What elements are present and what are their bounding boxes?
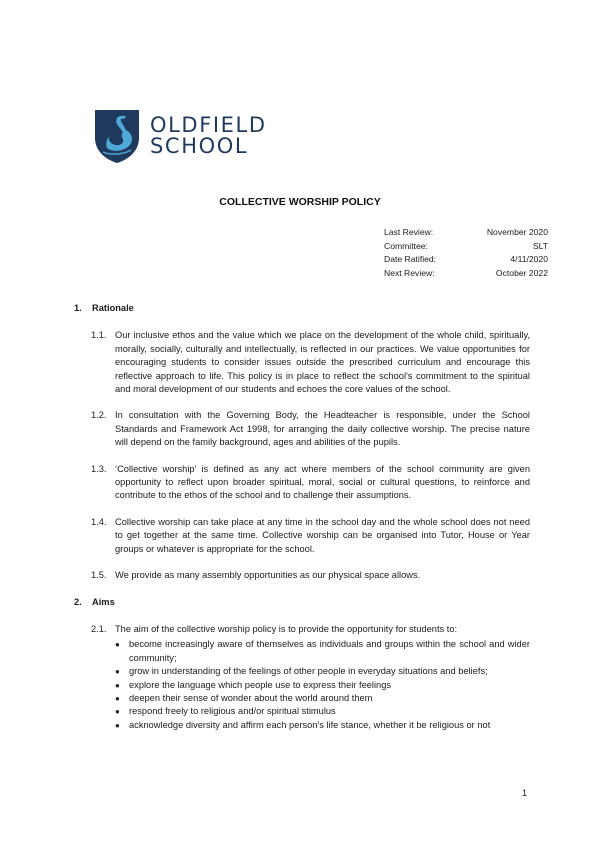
meta-label: Last Review: (384, 227, 434, 237)
clause-number: 1.3. (91, 463, 107, 474)
clause-1-5 (91, 569, 530, 582)
bullet-icon: ● (115, 707, 120, 717)
section-title: Rationale (92, 303, 134, 313)
list-item (115, 679, 530, 692)
meta-value: November 2020 (486, 227, 548, 237)
list-item (115, 638, 530, 665)
clause-number: 2.1. (91, 623, 107, 634)
page-title: COLLECTIVE WORSHIP POLICY (219, 196, 381, 208)
section-heading-rationale (74, 302, 530, 315)
clause-text: The aim of the collective worship policy is to provide the opportunity for students to: (115, 623, 458, 634)
section-title: Aims (92, 596, 115, 607)
logo-line-1: OLDFIELD (150, 113, 267, 137)
page-number: 1 (522, 788, 528, 798)
clause-number: 1.2. (91, 410, 107, 421)
bullet-text: become increasingly aware of themselves as individuals and groups within the school and wider community; (129, 639, 530, 663)
bullet-text: grow in understanding of the feelings of other people in everyday situations and beliefs; (129, 666, 488, 677)
meta-row-date-ratified (384, 253, 548, 267)
meta-label: Committee: (384, 240, 428, 251)
school-logo (93, 108, 267, 164)
list-item (115, 692, 530, 705)
list-item (115, 665, 530, 678)
aims-bullet-list (115, 638, 530, 732)
clause-text: Our inclusive ethos and the value which we place on the development of the whole child, spiritually, morally, socially, culturally and intellectually, is reflected in our practices. We value opportunities for encouraging students to consider issues outside the prescribed curriculum and encourage this reflective approach to life. This policy is in place to reflect the school's commitment to the spiritual and moral development of our students and echoes the core values of the school. (115, 330, 530, 395)
bullet-icon: ● (115, 720, 120, 730)
list-item (115, 719, 530, 732)
meta-row-last-review (384, 226, 548, 240)
policy-meta-table (384, 226, 548, 280)
meta-row-committee (384, 240, 548, 254)
meta-label: Date Ratified: (384, 254, 437, 265)
meta-value: October 2022 (495, 267, 548, 278)
bullet-text: respond freely to religious and/or spiritual stimulus (129, 706, 336, 717)
clause-text: Collective worship can take place at any time in the school day and the whole school does not need to get together at the same time. Collective worship can be organised into Tutor, House or Year groups or whatever is appropriate for the school. (115, 516, 530, 554)
clause-text: In consultation with the Governing Body, the Headteacher is responsible, under the School Standards and Framework Act 1998, for arranging the daily collective worship. The precise nature will depend on the family background, ages and abilities of the pupils. (115, 410, 530, 448)
bullet-icon: ● (115, 680, 120, 690)
bullet-icon: ● (115, 667, 120, 677)
clause-number: 1.4. (91, 516, 107, 527)
clause-1-4 (91, 516, 530, 556)
swan-crest-icon (93, 108, 141, 164)
meta-row-next-review (384, 267, 548, 281)
section-number: 1. (74, 303, 82, 313)
bullet-icon: ● (115, 693, 120, 703)
clause-text: We provide as many assembly opportunities as our physical space allows. (115, 570, 421, 581)
bullet-text: acknowledge diversity and affirm each person's life stance, whether it be religious or not (129, 719, 491, 730)
meta-label: Next Review: (384, 267, 435, 278)
bullet-icon: ● (115, 640, 120, 650)
list-item (115, 705, 530, 718)
logo-line-2: SCHOOL (150, 134, 249, 158)
bullet-text: explore the language which people use to express their feelings (129, 679, 392, 690)
meta-value: SLT (532, 240, 548, 251)
section-number: 2. (74, 596, 82, 607)
clause-2-1 (91, 623, 530, 732)
clause-1-1 (91, 329, 530, 396)
clause-1-2 (91, 409, 530, 449)
bullet-text: deepen their sense of wonder about the world around them (129, 692, 373, 703)
clause-number: 1.5. (91, 570, 107, 581)
clause-text: ‘Collective worship’ is defined as any act where members of the school community are given opportunity to reflect upon broader spiritual, moral, social or cultural questions, to reinforce and contribute to the ethos of the school and to challenge their assumptions. (115, 463, 530, 501)
policy-body (74, 302, 530, 745)
clause-number: 1.1. (91, 330, 107, 341)
section-heading-aims (74, 596, 530, 609)
clause-1-3 (91, 463, 530, 503)
meta-value: 4/11/2020 (510, 254, 548, 265)
